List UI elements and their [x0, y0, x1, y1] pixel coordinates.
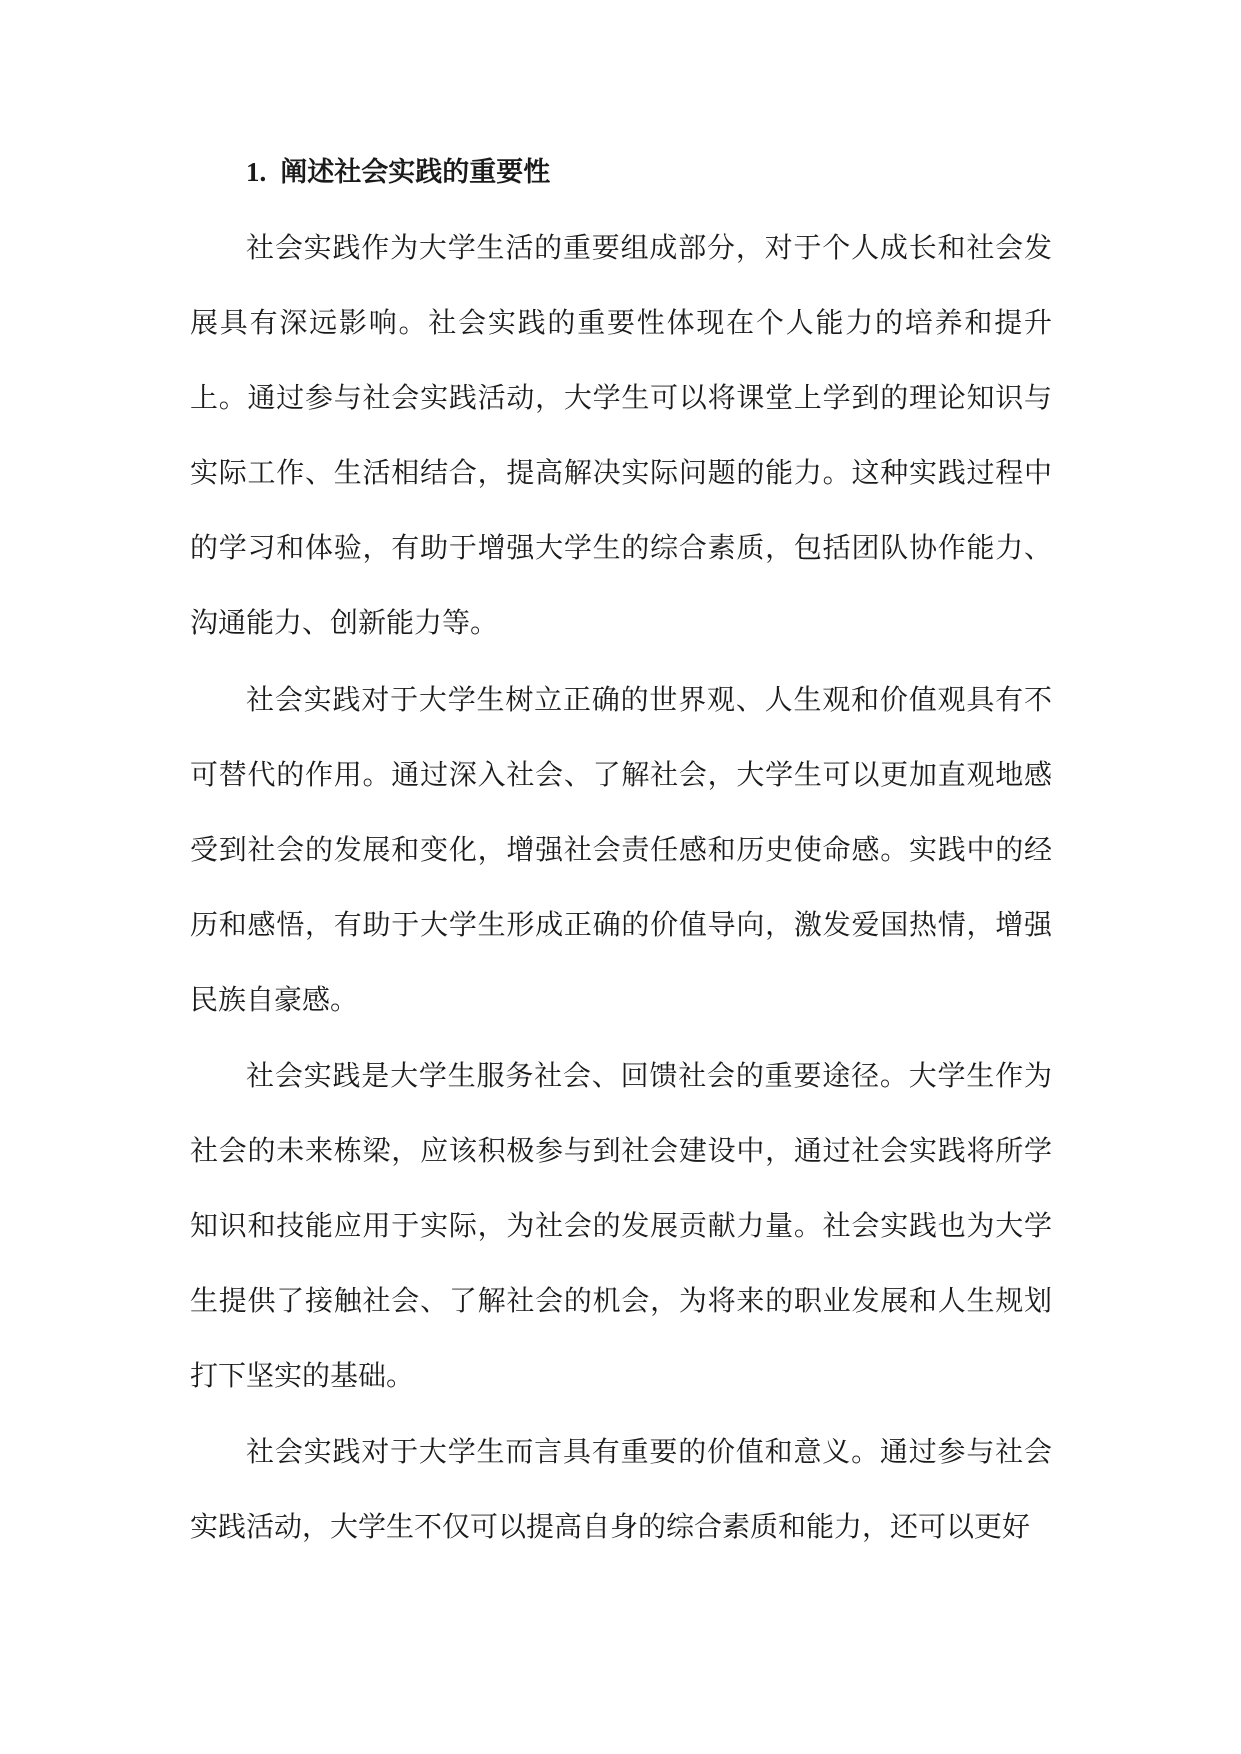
- paragraph-1: 社会实践作为大学生活的重要组成部分，对于个人成长和社会发展具有深远影响。社会实践的重要性体现在个人能力的培养和提升上。通过参与社会实践活动，大学生可以将课堂上学到的理论知识与实际工作、生活相结合，提高解决实际问题的能力。这种实践过程中的学习和体验，有助于增强大学生的综合素质，包括团队协作能力、沟通能力、创新能力等。: [190, 231, 1052, 639]
- paragraph-2: 社会实践对于大学生树立正确的世界观、人生观和价值观具有不可替代的作用。通过深入社会、了解社会，大学生可以更加直观地感受到社会的发展和变化，增强社会责任感和历史使命感。实践中的经历和感悟，有助于大学生形成正确的价值导向，激发爱国热情，增强民族自豪感。: [190, 683, 1052, 1016]
- section-heading: [246, 150, 550, 195]
- section-number: 1.: [246, 157, 267, 187]
- paragraph-3: 社会实践是大学生服务社会、回馈社会的重要途径。大学生作为社会的未来栋梁，应该积极参与到社会建设中，通过社会实践将所学知识和技能应用于实际，为社会的发展贡献力量。社会实践也为大学生提供了接触社会、了解社会的机会，为将来的职业发展和人生规划打下坚实的基础。: [190, 1059, 1052, 1392]
- paragraph-4: 社会实践对于大学生而言具有重要的价值和意义。通过参与社会实践活动，大学生不仅可以提高自身的综合素质和能力，还可以更好: [190, 1435, 1052, 1543]
- section-title: 阐述社会实践的重要性: [280, 157, 551, 188]
